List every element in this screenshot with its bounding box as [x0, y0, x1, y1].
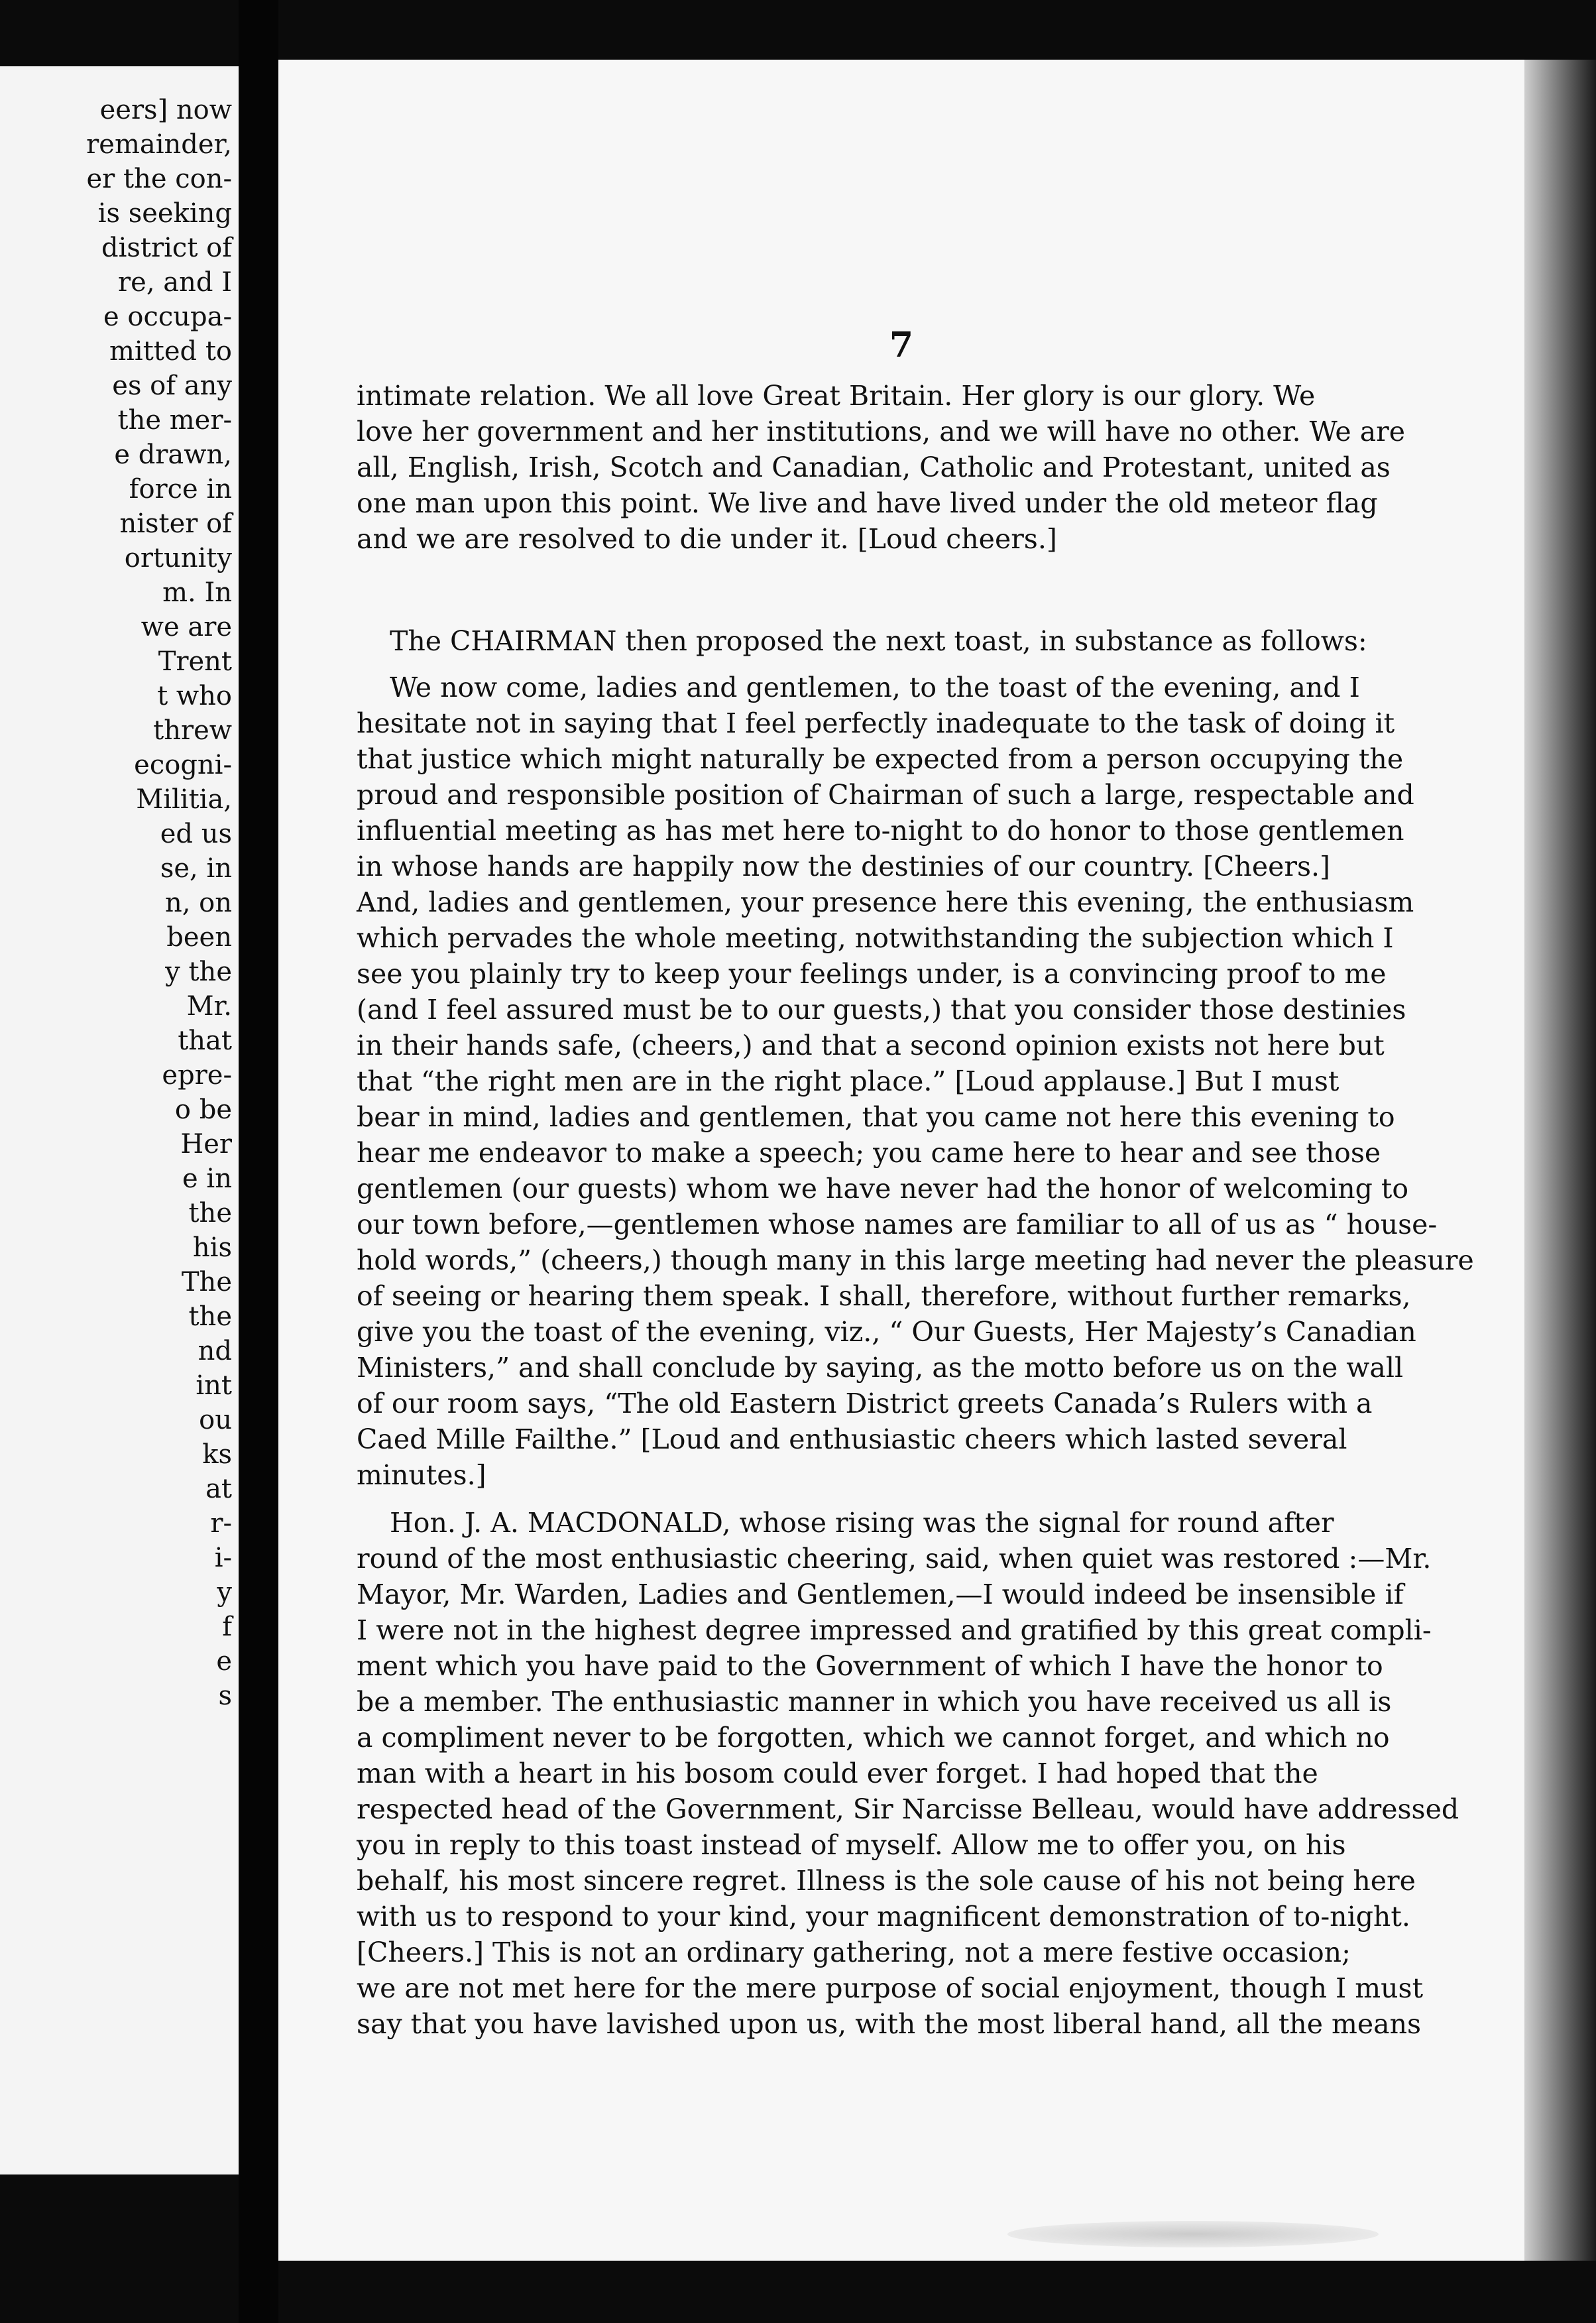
- text-line: The CHAIRMAN then proposed the next toast, in substance as follows:: [390, 625, 1367, 657]
- facing-page-line: The: [181, 1267, 232, 1297]
- paragraph-macdonald-reply: [357, 1505, 1459, 2042]
- text-line: [Cheers.] This is not an ordinary gathering, not a mere festive occasion;: [357, 1936, 1351, 1968]
- facing-page-line: ou: [199, 1405, 232, 1435]
- paragraph-closing-remarks: [357, 378, 1406, 557]
- text-line: Hon. J. A. MACDONALD, whose rising was the signal for round after: [390, 1507, 1334, 1539]
- text-line: we are not met here for the mere purpose of social enjoyment, though I must: [357, 1972, 1424, 2004]
- text-line: of our room says, “The old Eastern District greets Canada’s Rulers with a: [357, 1388, 1373, 1419]
- text-line: bear in mind, ladies and gentlemen, that you came not here this evening to: [357, 1101, 1395, 1133]
- text-line: minutes.]: [357, 1459, 486, 1491]
- text-line: you in reply to this toast instead of myself. Allow me to offer you, on his: [357, 1829, 1346, 1861]
- paragraph-chairman-intro: [357, 623, 1367, 659]
- text-line: one man upon this point. We live and have lived under the old meteor flag: [357, 487, 1378, 519]
- facing-page-line: int: [196, 1370, 232, 1401]
- facing-page-line: the mer-: [117, 405, 232, 436]
- facing-page-line: is seeking: [97, 198, 232, 229]
- facing-page-line: Trent: [158, 646, 232, 677]
- facing-page-line: Militia,: [136, 784, 232, 815]
- facing-page-line: f: [222, 1612, 232, 1642]
- text-line: a compliment never to be forgotten, which we cannot forget, and which no: [357, 1722, 1390, 1754]
- text-line: proud and responsible position of Chairman of such a large, respectable and: [357, 779, 1414, 811]
- text-line: and we are resolved to die under it. [Loud cheers.]: [357, 523, 1057, 555]
- facing-page-fragment: [0, 66, 239, 2174]
- text-line: intimate relation. We all love Great Britain. Her glory is our glory. We: [357, 380, 1316, 412]
- text-line: in whose hands are happily now the destinies of our country. [Cheers.]: [357, 851, 1331, 882]
- text-line: (and I feel assured must be to our guests,) that you consider those destinies: [357, 994, 1406, 1026]
- text-line: give you the toast of the evening, viz., “ Our Guests, Her Majesty’s Canadian: [357, 1316, 1416, 1348]
- text-line: Caed Mille Failthe.” [Loud and enthusiastic cheers which lasted several: [357, 1423, 1347, 1455]
- page-edge-shadow: [1524, 60, 1596, 2261]
- facing-page-line: force in: [129, 474, 232, 505]
- text-line: in their hands safe, (cheers,) and that a second opinion exists not here but: [357, 1030, 1385, 1061]
- facing-page-line: epre-: [162, 1060, 232, 1091]
- text-line: love her government and her institutions, and we will have no other. We are: [357, 416, 1406, 447]
- facing-page-line: nd: [198, 1336, 232, 1366]
- facing-page-line: ks: [202, 1439, 232, 1470]
- book-page: [278, 60, 1524, 2261]
- text-line: that justice which might naturally be expected from a person occupying the: [357, 743, 1404, 775]
- text-line: be a member. The enthusiastic manner in which you have received us all is: [357, 1686, 1392, 1718]
- text-line: behalf, his most sincere regret. Illness is the sole cause of his not being here: [357, 1865, 1416, 1897]
- facing-page-line: that: [178, 1026, 232, 1056]
- facing-page-line: at: [205, 1474, 232, 1504]
- facing-page-line: been: [166, 922, 232, 953]
- text-line: say that you have lavished upon us, with the most liberal hand, all the means: [357, 2008, 1422, 2040]
- facing-page-line: Mr.: [186, 991, 232, 1022]
- facing-page-line: threw: [153, 715, 232, 746]
- facing-page-line: t who: [157, 681, 232, 711]
- facing-page-line: e drawn,: [114, 440, 232, 470]
- facing-page-line: y the: [165, 957, 232, 987]
- text-line: man with a heart in his bosom could ever forget. I had hoped that the: [357, 1757, 1318, 1789]
- text-line: influential meeting as has met here to-night to do honor to those gentlemen: [357, 815, 1404, 847]
- facing-page-line: es of any: [112, 371, 232, 401]
- text-line: that “the right men are in the right place.” [Loud applause.] But I must: [357, 1065, 1340, 1097]
- text-line: see you plainly try to keep your feelings under, is a convincing proof to me: [357, 958, 1387, 990]
- paragraph-chairman-toast: [357, 670, 1474, 1493]
- facing-page-line: e occupa-: [103, 302, 232, 332]
- text-line: ment which you have paid to the Government of which I have the honor to: [357, 1650, 1383, 1682]
- facing-page-line: i-: [214, 1543, 232, 1573]
- facing-page-line: m. In: [162, 577, 232, 608]
- text-line: We now come, ladies and gentlemen, to the toast of the evening, and I: [390, 672, 1360, 703]
- facing-page-line: mitted to: [109, 336, 232, 367]
- page-number: 7: [889, 325, 914, 365]
- text-line: gentlemen (our guests) whom we have never had the honor of welcoming to: [357, 1173, 1409, 1205]
- facing-page-line: the: [188, 1198, 232, 1228]
- facing-page-line: er the con-: [86, 164, 232, 194]
- text-line: hear me endeavor to make a speech; you came here to hear and see those: [357, 1137, 1381, 1169]
- facing-page-line: Her: [180, 1129, 232, 1160]
- facing-page-line: o be: [174, 1095, 232, 1125]
- facing-page-line: se, in: [160, 853, 232, 884]
- text-line: hesitate not in saying that I feel perfectly inadequate to the task of doing it: [357, 707, 1395, 739]
- book-gutter: [239, 0, 278, 2323]
- text-line: round of the most enthusiastic cheering, said, when quiet was restored :—Mr.: [357, 1543, 1432, 1575]
- text-line: And, ladies and gentlemen, your presence here this evening, the enthusiasm: [357, 886, 1414, 918]
- facing-page-line: e in: [182, 1163, 232, 1194]
- facing-page-line: the: [188, 1301, 232, 1332]
- facing-page-line: his: [192, 1232, 232, 1263]
- facing-page-line: ecogni-: [134, 750, 232, 780]
- text-line: which pervades the whole meeting, notwithstanding the subjection which I: [357, 922, 1394, 954]
- text-line: our town before,—gentlemen whose names are familiar to all of us as “ house-: [357, 1209, 1438, 1240]
- facing-page-line: re, and I: [118, 267, 232, 298]
- facing-page-line: r-: [210, 1508, 232, 1539]
- facing-page-line: nister of: [119, 508, 232, 539]
- text-line: of seeing or hearing them speak. I shall, therefore, without further remarks,: [357, 1280, 1411, 1312]
- facing-page-line: ortunity: [124, 543, 232, 573]
- text-line: hold words,” (cheers,) though many in this large meeting had never the pleasure: [357, 1244, 1474, 1276]
- facing-page-line: we are: [141, 612, 232, 642]
- facing-page-line: remainder,: [86, 129, 232, 160]
- text-line: Mayor, Mr. Warden, Ladies and Gentlemen,—I would indeed be insensible if: [357, 1578, 1404, 1610]
- text-line: all, English, Irish, Scotch and Canadian, Catholic and Protestant, united as: [357, 451, 1391, 483]
- text-line: respected head of the Government, Sir Narcisse Belleau, would have addressed: [357, 1793, 1459, 1825]
- facing-page-line: district of: [101, 233, 232, 263]
- facing-page-line: ed us: [160, 819, 232, 849]
- facing-page-line: n, on: [164, 888, 232, 918]
- facing-page-line: s: [218, 1681, 232, 1711]
- text-line: with us to respond to your kind, your magnificent demonstration of to-night.: [357, 1901, 1410, 1933]
- facing-page-line: e: [216, 1646, 232, 1677]
- paper-stain: [1007, 2221, 1379, 2247]
- facing-page-line: eers] now: [99, 95, 232, 125]
- facing-page-line: y: [217, 1577, 232, 1608]
- text-line: I were not in the highest degree impressed and gratified by this great compli-: [357, 1614, 1432, 1646]
- text-line: Ministers,” and shall conclude by saying, as the motto before us on the wall: [357, 1352, 1404, 1384]
